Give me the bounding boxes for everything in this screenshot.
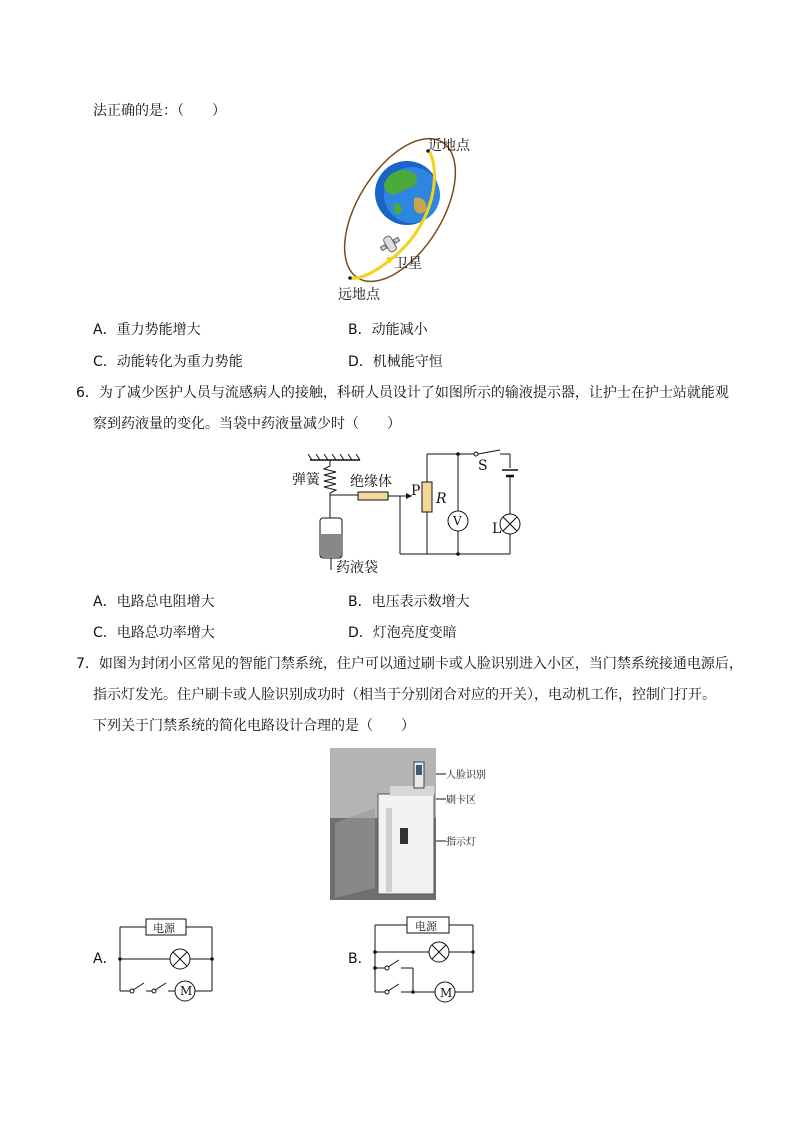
q6-option-c[interactable]: C．电路总功率增大 <box>93 625 215 641</box>
q6-stem-line2: 察到药液量的变化。当袋中药液量减少时（ ） <box>93 416 401 432</box>
power-label-a: 电源 <box>153 922 175 935</box>
perigee-label: 近地点 <box>428 138 470 154</box>
q5-stem-tail: 法正确的是：（ ） <box>93 103 226 119</box>
q6-option-d[interactable]: D．灯泡亮度变暗 <box>348 625 457 641</box>
rheostat <box>422 482 432 512</box>
motor-label-b: M <box>440 986 453 1000</box>
power-label-b: 电源 <box>415 920 437 933</box>
insulator-block <box>358 492 388 500</box>
motor-label-a: M <box>180 984 193 998</box>
spring-label: 弹簧 <box>292 472 320 488</box>
spring <box>324 460 336 518</box>
q5-orbit-figure <box>330 130 490 305</box>
q7-stem-line2: 指示灯发光。住户刷卡或人脸识别成功时（相当于分别闭合对应的开关），电动机工作，控制门打开。 <box>93 687 716 703</box>
q5-option-c[interactable]: C．动能转化为重力势能 <box>93 354 243 370</box>
v-label: V <box>453 514 462 528</box>
q6-option-a[interactable]: A．电路总电阻增大 <box>93 594 215 610</box>
q6-option-b[interactable]: B．电压表示数增大 <box>348 594 470 610</box>
s-label: S <box>478 458 488 474</box>
satellite-label: 卫星 <box>394 256 422 272</box>
face-label: 人脸识别 <box>446 770 486 781</box>
circuit-b-label[interactable]: B． <box>348 951 372 967</box>
q7-stem-line3: 下列关于门禁系统的简化电路设计合理的是（ ） <box>93 718 415 734</box>
bag-label: 药液袋 <box>336 560 378 576</box>
card-label: 刷卡区 <box>446 795 476 806</box>
access-gate-photo <box>330 748 436 900</box>
r-label: R <box>436 491 447 507</box>
q6-stem-line1: 6．为了减少医护人员与流感病人的接触，科研人员设计了如图所示的输液提示器，让护士在护士站就能观 <box>76 385 729 401</box>
q6-circuit-figure <box>290 448 540 578</box>
l-label: L <box>492 521 502 537</box>
p-label: P <box>411 483 421 499</box>
circuit-a-label[interactable]: A． <box>93 951 117 967</box>
apogee-label: 远地点 <box>338 287 380 303</box>
q5-option-b[interactable]: B．动能减小 <box>348 322 428 338</box>
light-label: 指示灯 <box>446 837 476 848</box>
q7-stem-line1: 7．如图为封闭小区常见的智能门禁系统，住户可以通过刷卡或人脸识别进入小区，当门禁系统接通电源后， <box>76 656 743 672</box>
q5-option-a[interactable]: A．重力势能增大 <box>93 322 201 338</box>
insulator-label: 绝缘体 <box>350 474 392 490</box>
q5-option-d[interactable]: D．机械能守恒 <box>348 354 443 370</box>
